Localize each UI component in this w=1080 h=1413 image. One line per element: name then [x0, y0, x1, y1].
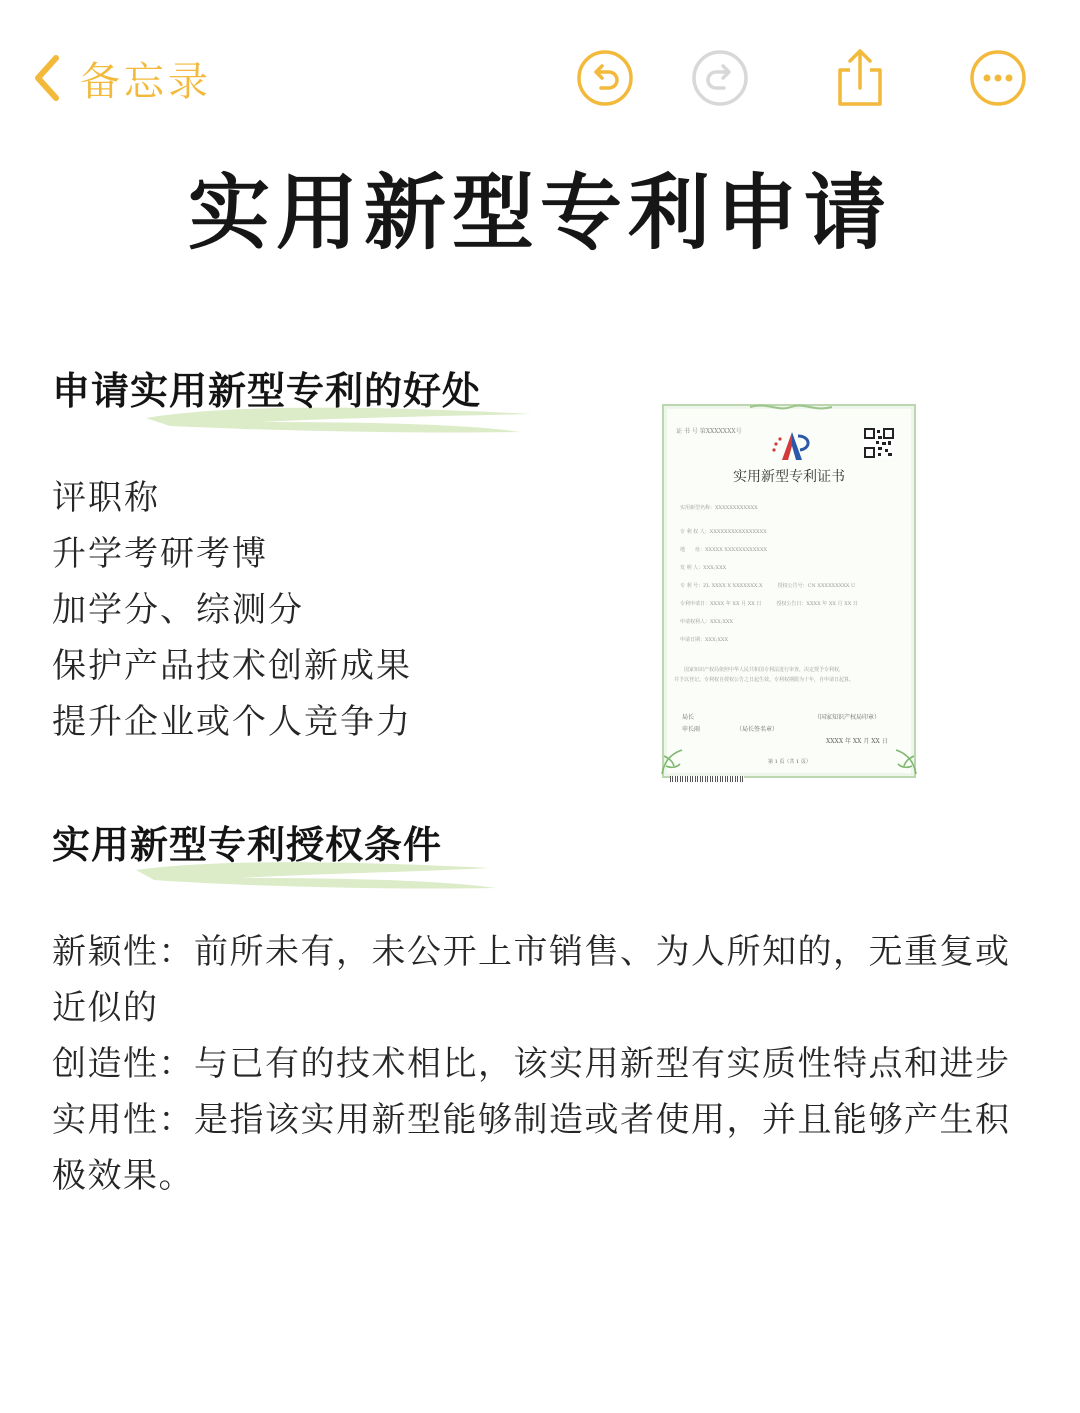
- undo-icon[interactable]: [575, 48, 635, 108]
- page-title: 实用新型专利申请: [187, 165, 892, 261]
- patent-certificate-image: 证 书 号 第XXXXXXX号 实用新型专利证书 实用新型名称：XXXXXXXXXXXX 专 利 权 人：XXXXXXXXXXXXXXXX 地 址：XXXXX XXXXXXXXXXXX 发 明 人：XXX;XXX 专 利 号：ZL XXXX X XXXXXXX.X 授权公告号：CN XXXXXXXXX U 专利申请日：XXXX 年 XX 月 XX 日 授权公告日：XXXX 年 XX 月 XX 日 申请权利人：XXX;XXX 申请日期：XXX;XXX 国家知识产权局依照中华人民共和国专利法进行审查，决定授予专利权， 并予以登记。专利权自授权公告之日起生效。专利权期限为十年，自申请日起算。 局长 申长雨 （局长签名章） （国家知识产权局印章） XXXX 年 XX 月 XX 日 第 1 页（共 1 页）: [662, 404, 916, 778]
- conditions-heading: 实用新型专利授权条件: [52, 823, 443, 867]
- ornament-corner-left: [660, 736, 700, 776]
- list-item: 加学分、综测分: [52, 590, 304, 630]
- cnipa-logo: [768, 430, 816, 462]
- certificate-number: 证 书 号 第XXXXXXX号: [676, 428, 742, 435]
- back-button[interactable]: [28, 50, 212, 106]
- more-icon[interactable]: [968, 48, 1028, 108]
- chevron-left-icon: [28, 50, 68, 106]
- back-label: 备忘录: [80, 58, 212, 105]
- list-item: 创造性：与已有的技术相比，该实用新型有实质性特点和进步: [52, 1044, 1011, 1084]
- notes-toolbar: [0, 0, 1080, 150]
- ornament-top: [748, 402, 834, 412]
- list-item: 新颖性：前所未有，未公开上市销售、为人所知的，无重复或近似的: [52, 932, 1011, 1028]
- qr-code: [864, 428, 894, 458]
- list-item: 保护产品技术创新成果: [52, 646, 412, 686]
- benefits-heading: 申请实用新型专利的好处: [52, 369, 482, 413]
- certificate-title: 实用新型专利证书: [733, 469, 845, 485]
- barcode: [670, 776, 744, 782]
- share-icon[interactable]: [830, 48, 890, 108]
- list-item: 升学考研考博: [52, 534, 268, 574]
- ornament-corner-right: [878, 736, 918, 776]
- list-item: 评职称: [52, 478, 160, 518]
- redo-icon[interactable]: [690, 48, 750, 108]
- benefits-list: [52, 470, 412, 750]
- list-item: 实用性：是指该实用新型能够制造或者使用，并且能够产生积极效果。: [52, 1100, 1011, 1196]
- list-item: 提升企业或个人竞争力: [52, 702, 412, 742]
- conditions-list: [52, 924, 1022, 1204]
